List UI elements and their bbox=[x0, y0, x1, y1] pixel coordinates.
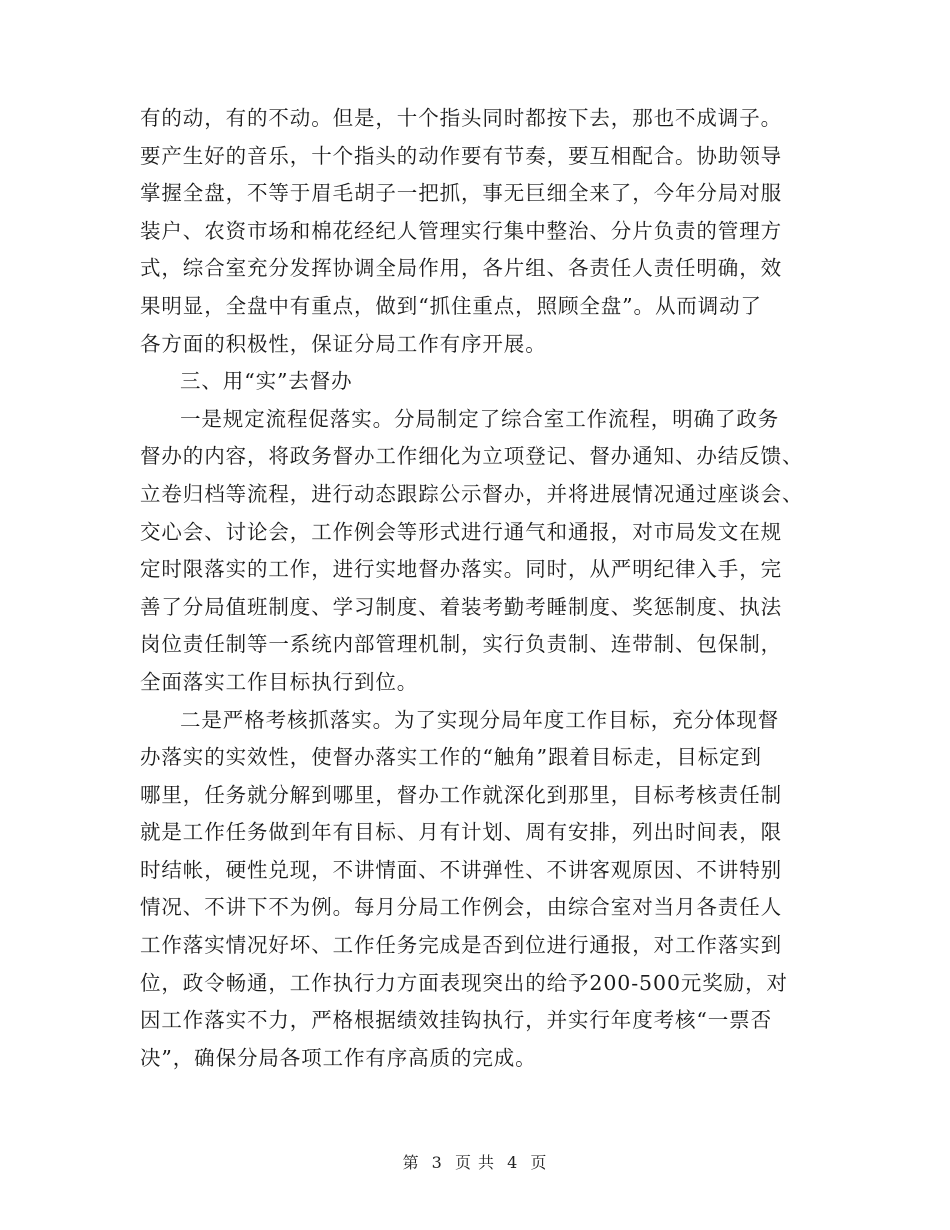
footer-prefix: 第 bbox=[402, 1153, 420, 1172]
text-line: 因工作落实不力，严格根据绩效挂钩执行，并实行年度考核“一票否 bbox=[140, 1008, 772, 1033]
footer-middle: 页 共 bbox=[454, 1153, 496, 1172]
text-line: 一是规定流程促落实。分局制定了综合室工作流程，明确了政务 bbox=[180, 406, 780, 431]
text-line: 工作落实情况好坏、工作任务完成是否到位进行通报，对工作落实到 bbox=[140, 933, 782, 958]
paragraph bbox=[140, 401, 810, 702]
text-line: 二是严格考核抓落实。为了实现分局年度工作目标，充分体现督 bbox=[180, 707, 780, 732]
text-line: 果明显，全盘中有重点，做到“抓住重点，照顾全盘”。从而调动了 bbox=[140, 293, 762, 318]
text-line: 决”，确保分局各项工作有序高质的完成。 bbox=[140, 1045, 537, 1070]
text-line: 有的动，有的不动。但是，十个指头同时都按下去，那也不成调子。 bbox=[140, 106, 782, 130]
text-line: 善了分局值班制度、学习制度、着装考勤考睡制度、奖惩制度、执法 bbox=[140, 594, 782, 619]
text-line: 位，政令畅通，工作执行力方面表现突出的给予200-500元奖励，对 bbox=[140, 970, 788, 995]
paragraph bbox=[140, 702, 810, 1078]
total-page-count: 4 bbox=[507, 1153, 519, 1172]
text-line: 督办的内容，将政务督办工作细化为立项登记、督办通知、办结反馈、 bbox=[140, 444, 804, 469]
text-line: 式，综合室充分发挥协调全局作用，各片组、各责任人责任明确，效 bbox=[140, 256, 782, 281]
text-line: 时结帐，硬性兑现，不讲情面、不讲弹性、不讲客观原因、不讲特别 bbox=[140, 857, 782, 882]
text-line: 掌握全盘，不等于眉毛胡子一把抓，事无巨细全来了，今年分局对服 bbox=[140, 181, 782, 206]
document-body bbox=[140, 100, 810, 1077]
text-line: 情况、不讲下不为例。每月分局工作例会，由综合室对当月各责任人 bbox=[140, 895, 782, 920]
footer-suffix: 页 bbox=[530, 1153, 548, 1172]
text-line: 岗位责任制等一系统内部管理机制，实行负责制、连带制、包保制， bbox=[140, 632, 782, 657]
current-page-number: 3 bbox=[431, 1153, 443, 1172]
text-line: 全面落实工作目标执行到位。 bbox=[140, 669, 419, 694]
text-line: 装户、农资市场和棉花经纪人管理实行集中整治、分片负责的管理方 bbox=[140, 218, 782, 243]
section-heading bbox=[140, 363, 810, 401]
text-line: 办落实的实效性，使督办落实工作的“触角”跟着目标走，目标定到 bbox=[140, 745, 762, 770]
heading-text: 三、用“实”去督办 bbox=[180, 369, 353, 394]
text-line: 要产生好的音乐，十个指头的动作要有节奏，要互相配合。协助领导 bbox=[140, 143, 782, 168]
text-line: 就是工作任务做到年有目标、月有计划、周有安排，列出时间表，限 bbox=[140, 820, 782, 845]
text-line: 各方面的积极性，保证分局工作有序开展。 bbox=[140, 331, 547, 356]
text-line: 交心会、讨论会，工作例会等形式进行通气和通报，对市局发文在规 bbox=[140, 519, 782, 544]
paragraph bbox=[140, 100, 810, 363]
page-footer bbox=[0, 1150, 950, 1173]
text-line: 立卷归档等流程，进行动态跟踪公示督办，并将进展情况通过座谈会、 bbox=[140, 481, 804, 506]
text-line: 哪里，任务就分解到哪里，督办工作就深化到那里，目标考核责任制 bbox=[140, 782, 782, 807]
text-line: 定时限落实的工作，进行实地督办落实。同时，从严明纪律入手，完 bbox=[140, 557, 782, 582]
